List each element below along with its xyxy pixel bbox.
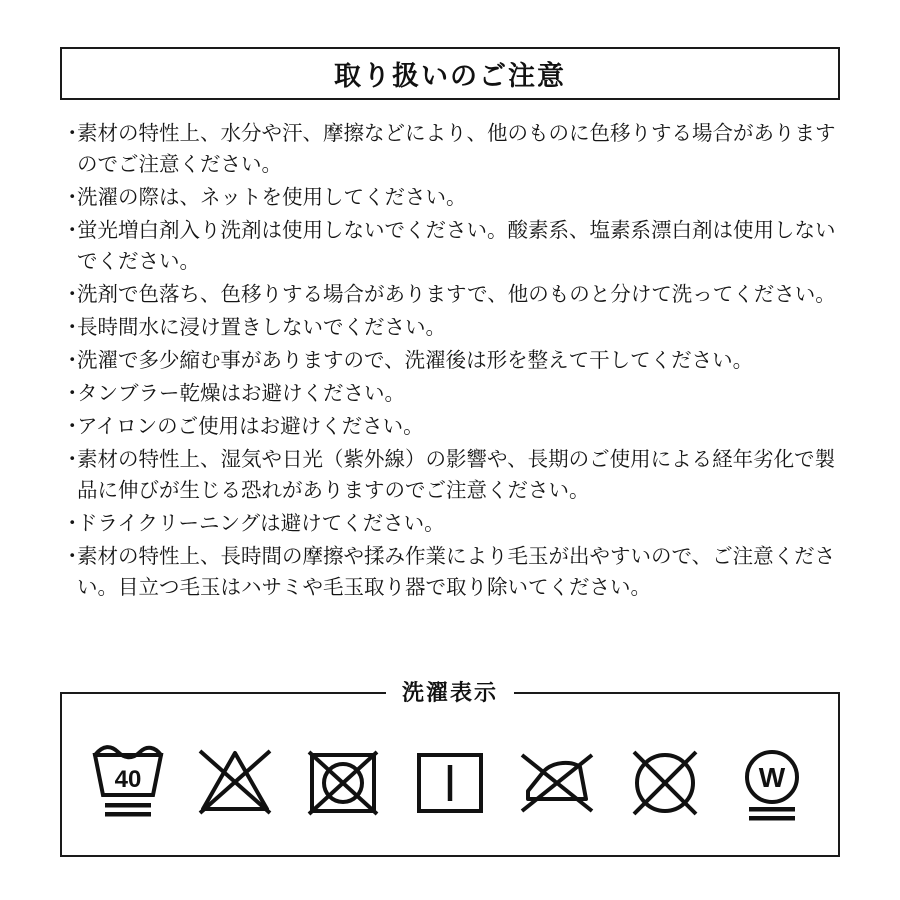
list-item-text: 洗剤で色落ち、色移りする場合がありますで、他のものと分けて洗ってください。 <box>77 283 836 306</box>
bullet-marker: ・ <box>62 545 83 568</box>
care-notes-list <box>62 118 852 605</box>
list-item-text: 素材の特性上、水分や汗、摩擦などにより、他のものに色移りする場合がありますのでご注意ください。 <box>77 122 836 176</box>
list-item-text: ドライクリーニングは避けてください。 <box>77 512 445 535</box>
list-item-text: 長時間水に浸け置きしないでください。 <box>77 316 446 339</box>
dry-clean-prohibited-icon <box>622 733 708 825</box>
bleach-prohibited-icon <box>192 733 278 825</box>
bullet-marker: ・ <box>62 186 83 209</box>
list-item <box>62 345 852 376</box>
wash-tub-temperature: 40 <box>114 766 142 793</box>
list-item-text: 洗濯の際は、ネットを使用してください。 <box>77 186 467 209</box>
bullet-marker: ・ <box>62 382 83 405</box>
list-item-text: アイロンのご使用はお避けください。 <box>77 415 424 438</box>
list-item <box>62 118 852 180</box>
bullet-marker: ・ <box>62 349 83 372</box>
list-item <box>62 378 852 409</box>
list-item <box>62 444 852 506</box>
list-item-text: 蛍光増白剤入り洗剤は使用しないでください。酸素系、塩素系漂白剤は使用しないでください。 <box>77 219 836 273</box>
bullet-marker: ・ <box>62 448 83 471</box>
wet-clean-w-icon <box>729 733 815 825</box>
tumble-dry-prohibited-icon <box>300 733 386 825</box>
bullet-marker: ・ <box>62 415 83 438</box>
bullet-marker: ・ <box>62 283 83 306</box>
list-item <box>62 182 852 213</box>
list-item-text: タンブラー乾燥はお避けください。 <box>77 382 405 405</box>
list-item-text: 素材の特性上、長時間の摩擦や揉み作業により毛玉が出やすいので、ご注意ください。目立つ毛玉はハサミや毛玉取り器で取り除いてください。 <box>77 545 836 599</box>
wet-clean-letter: W <box>759 762 786 793</box>
list-item <box>62 411 852 442</box>
list-item <box>62 279 852 310</box>
bullet-marker: ・ <box>62 512 83 535</box>
bullet-marker: ・ <box>62 316 83 339</box>
list-item <box>62 312 852 343</box>
wash-tub-40-icon <box>85 733 171 825</box>
list-item <box>62 508 852 539</box>
wash-label-section <box>60 680 840 857</box>
bullet-marker: ・ <box>62 219 83 242</box>
iron-prohibited-icon <box>514 733 600 825</box>
page-title-box <box>60 47 840 100</box>
bullet-marker: ・ <box>62 122 83 145</box>
wash-symbols-row <box>60 724 840 834</box>
list-item <box>62 215 852 277</box>
list-item-text: 素材の特性上、湿気や日光（紫外線）の影響や、長期のご使用による経年劣化で製品に伸びが生じる恐れがありますのでご注意ください。 <box>77 448 836 502</box>
list-item <box>62 541 852 603</box>
drip-dry-flat-icon <box>407 733 493 825</box>
list-item-text: 洗濯で多少縮む事がありますので、洗濯後は形を整えて干してください。 <box>77 349 754 372</box>
page-title: 取り扱いのご注意 <box>334 61 566 91</box>
wash-label-legend: 洗濯表示 <box>386 676 514 707</box>
